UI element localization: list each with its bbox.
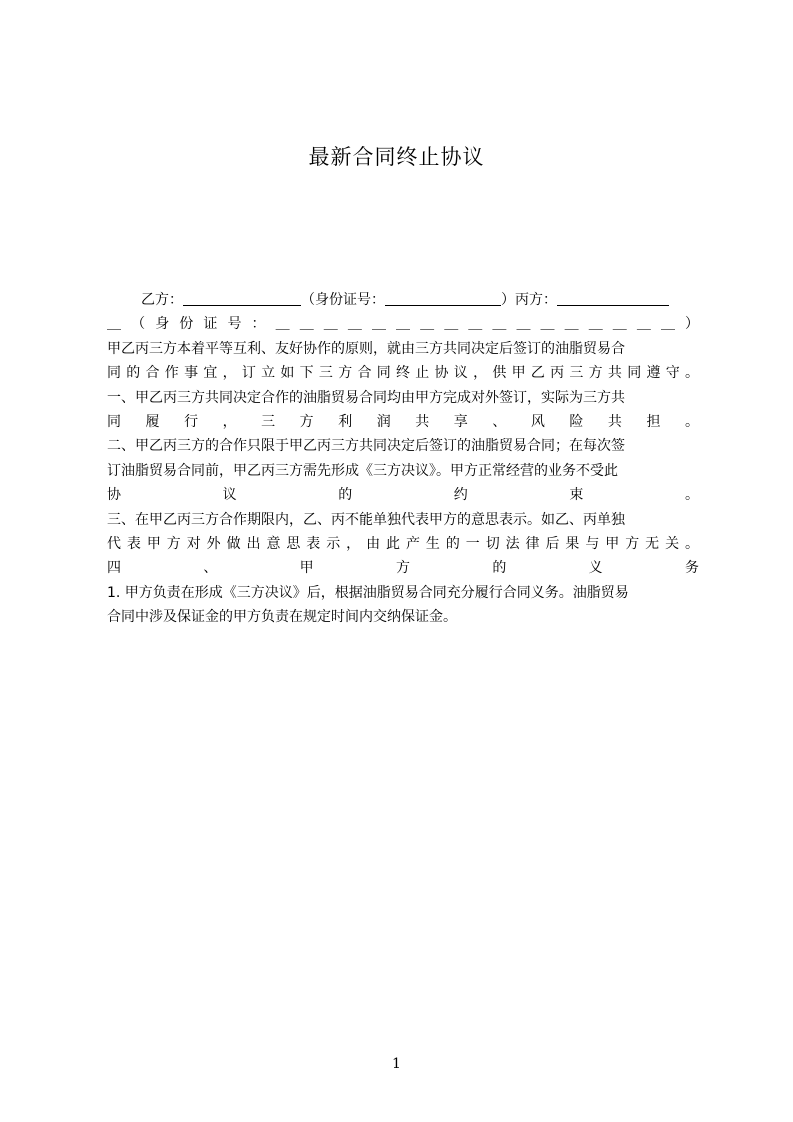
party-c-id-line (107, 312, 699, 336)
clause-2-line: 协 议 的 约 束 。 (107, 487, 699, 504)
clause-4-heading: 四 、 甲 方 的 义 务 (107, 560, 699, 577)
document-body (107, 288, 699, 629)
party-line (107, 288, 699, 312)
clause-2-line: 二、甲乙丙三方的合作只限于甲乙丙三方共同决定后签订的油脂贸易合同；在每次签 (107, 438, 625, 455)
document-title: 最新合同终止协议 (308, 145, 485, 169)
item-1-line: 合同中涉及保证金的甲方负责在规定时间内交纳保证金。 (107, 609, 457, 626)
clause-2-line: 订油脂贸易合同前，甲乙丙三方需先形成《三方决议》。甲方正常经营的业务不受此 (107, 462, 618, 479)
item-1-line: 1. 甲方负责在形成《三方决议》后，根据油脂贸易合同充分履行合同义务。油脂贸易 (107, 584, 629, 601)
paragraph-line: 甲乙丙三方本着平等互利、友好协作的原则，就由三方共同决定后签订的油脂贸易合 (107, 340, 625, 357)
id-number-label: （身份证号： (301, 292, 385, 308)
party-b-id-blank (385, 290, 501, 306)
clause-3-line: 代表甲方对外做出意思表示，由此产生的一切法律后果与甲方无关。 (107, 535, 699, 552)
close-paren: ） (685, 316, 699, 333)
paragraph-line: 同的合作事宜，订立如下三方合同终止协议，供甲乙丙三方共同遵守。 (107, 365, 699, 382)
clause-3-line: 三、在甲乙丙三方合作期限内，乙、丙不能单独代表甲方的意思表示。如乙、丙单独 (107, 511, 625, 528)
id-number-underscores: ＿ ＿ ＿ ＿ ＿ ＿ ＿ ＿ ＿ ＿ ＿ ＿ ＿ ＿ ＿ ＿ ＿ (275, 316, 678, 333)
party-c-label: ）丙方： (501, 292, 557, 308)
leading-underscore: ＿ (107, 316, 124, 333)
clause-1-line: 同 履 行 ， 三 方 利 润 共 享 、 风 险 共 担 。 (107, 413, 699, 430)
party-b-name-blank (183, 290, 301, 306)
page-number: 1 (392, 1056, 401, 1072)
id-number-label-spaced: （ 身 份 证 号 ： (131, 316, 269, 333)
party-c-name-blank (557, 290, 669, 306)
clause-1-line: 一、甲乙丙三方共同决定合作的油脂贸易合同均由甲方完成对外签订，实际为三方共 (107, 389, 625, 406)
party-b-label: 乙方： (141, 292, 183, 308)
